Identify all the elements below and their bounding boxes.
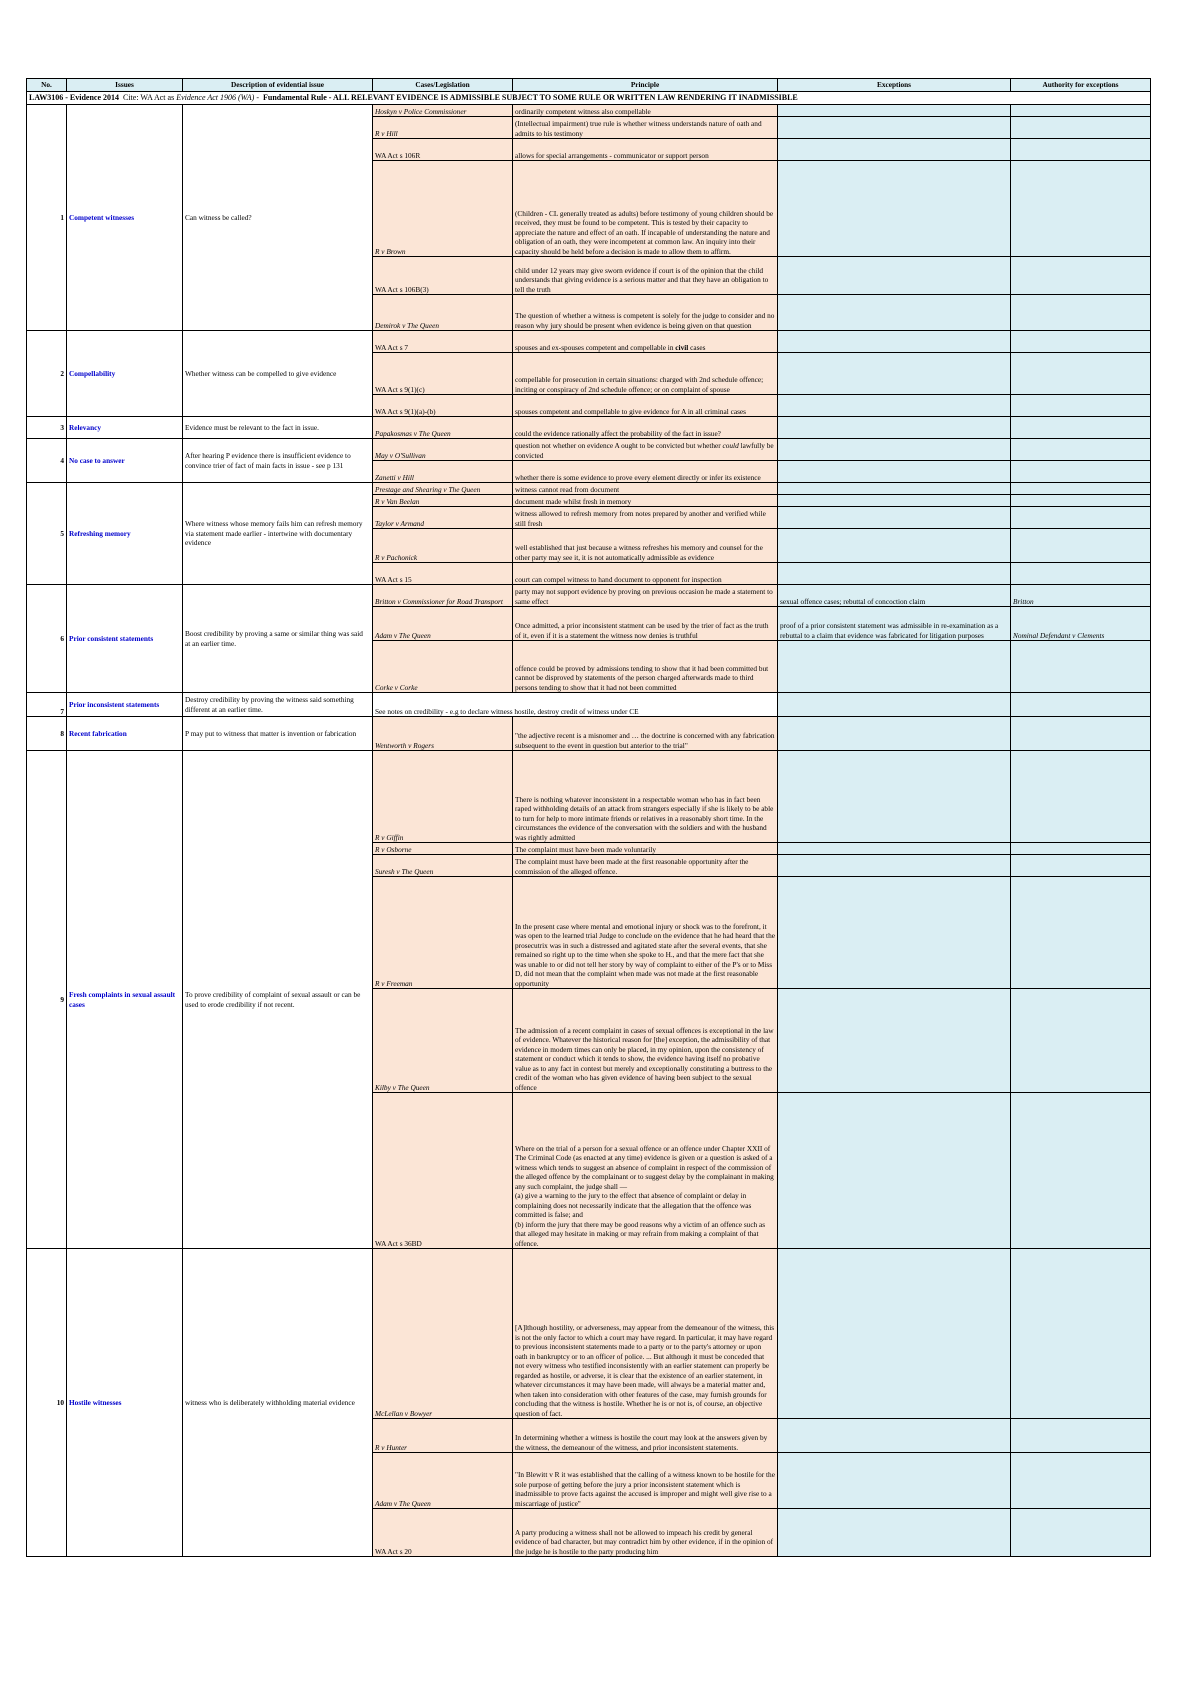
principle-cell: The complaint must have been made voluntarily	[513, 843, 778, 855]
principle-cell: In determining whether a witness is hostile the court may look at the answers given by the witness, the demeanour of the witness, and prior inconsistent statements.	[513, 1419, 778, 1453]
exception-cell	[778, 1509, 1011, 1557]
authority-cell	[1011, 1509, 1151, 1557]
table-row	[27, 105, 1151, 117]
case-cell: Wentworth v Rogers	[373, 717, 513, 751]
table-row	[27, 483, 1151, 495]
case-cell: Corke v Corke	[373, 641, 513, 693]
issue-description: Boost credibility by proving a same or similar thing was said at an earlier time.	[183, 585, 373, 693]
principle-cell: "In Blewitt v R it was established that the calling of a witness known to be hostile for the sole purpose of getting before the jury a prior inconsistent statement which is inadmissible to prove facts against the accused is improper and might well give rise to a miscarriage of justice"	[513, 1453, 778, 1509]
exception-cell: sexual offence cases; rebuttal of concoction claim	[778, 585, 1011, 607]
issue-number: 9	[27, 751, 67, 1249]
authority-cell	[1011, 353, 1151, 395]
issue-description: Destroy credibility by proving the witness said something different at an earlier time.	[183, 693, 373, 717]
issue-name: Fresh complaints in sexual assault cases	[67, 751, 183, 1249]
authority-cell	[1011, 161, 1151, 257]
exception-cell	[778, 1249, 1011, 1419]
exception-cell	[778, 1453, 1011, 1509]
table-row	[27, 1249, 1151, 1419]
principle-cell: Once admitted, a prior inconsistent statment can be used by the trier of fact as the truth of it, even if it is a statement the witness now denies is truthful	[513, 607, 778, 641]
table-row	[27, 585, 1151, 607]
exception-cell	[778, 855, 1011, 877]
exception-cell	[778, 717, 1011, 751]
issue-number: 2	[27, 331, 67, 417]
case-cell: Demirok v The Queen	[373, 295, 513, 331]
title-cell	[27, 92, 1151, 105]
case-cell: WA Act s 9(1)(a)-(b)	[373, 395, 513, 417]
cite-prefix: Cite: WA Act as	[123, 92, 177, 102]
issue-name: Prior consistent statements	[67, 585, 183, 693]
issue-description: Evidence must be relevant to the fact in issue.	[183, 417, 373, 439]
course-title: LAW3106 - Evidence 2014	[29, 92, 119, 102]
authority-cell	[1011, 1249, 1151, 1419]
exception-cell	[778, 439, 1011, 461]
exception-cell	[778, 483, 1011, 495]
principle-cell: witness allowed to refresh memory from notes prepared by another and verified while still fresh	[513, 507, 778, 529]
case-cell: May v O'Sullivan	[373, 439, 513, 461]
principle-cell: compellable for prosecution in certain situations: charged with 2nd schedule offence; inciting or conspiracy of 2nd schedule offence; or on complaint of spouse	[513, 353, 778, 395]
header-issues: Issues	[67, 79, 183, 92]
case-cell: WA Act s 20	[373, 1509, 513, 1557]
authority-cell	[1011, 483, 1151, 495]
principle-cell: ordinarily competent witness also compellable	[513, 105, 778, 117]
issue-description: P may put to witness that matter is invention or fabrication	[183, 717, 373, 751]
authority-cell: Britton	[1011, 585, 1151, 607]
issue-number: 1	[27, 105, 67, 331]
issue-number: 4	[27, 439, 67, 483]
exception-cell: proof of a prior consistent statement was admissible in re-examination as a rebuttal to a claim that evidence was fabricated for litigation purposes	[778, 607, 1011, 641]
evidence-table	[26, 78, 1151, 1557]
case-cell: R v Pachonick	[373, 529, 513, 563]
authority-cell	[1011, 1453, 1151, 1509]
principle-cell: Where on the trial of a person for a sexual offence or an offence under Chapter XXII of The Criminal Code (as enacted at any time) evidence is given or a question is asked of a witness which tends to suggest an absence of complaint in respect of the commission of the alleged offence by the complainant or to suggest delay by the complainant in making any such complaint, the judge shall — (a) give a warning to the jury to the effect that absence of complaint or delay in complaining does not necessarily indicate that the allegation that the offence was committed is false; and (b) inform the jury that there may be good reasons why a victim of an offence such as that alleged may hesitate in making or may refrain from making a complaint of that offence.	[513, 1093, 778, 1249]
principle-cell: [A]lthough hostility, or adverseness, may appear from the demeanour of the witness, this is not the only factor to which a court may have regard. In particular, it may have regard to previous inconsistent statements made to a party or to the party's attorney or upon oath in bankruptcy or to an officer of police. ... But although it must be conceded that not every witness who testified inconsistently with an earlier statement can properly be regarded as hostile, or adverse, it is clear that the existence of an earlier statement, in whatever circumstances it may have been made, will always be a material matter and, when taken into consideration with other features of the case, may furnish grounds for concluding that the witness is hostile. Whether he is or not is, of course, an objective question of fact.	[513, 1249, 778, 1419]
principle-cell: offence could be proved by admissions tending to show that it had been committed but cannot be disproved by statements of the person charged afterwards made to third persons tending to show that it had not been committed	[513, 641, 778, 693]
authority-cell	[1011, 641, 1151, 693]
case-cell: WA Act s 15	[373, 563, 513, 585]
authority-cell	[1011, 855, 1151, 877]
issue-name: No case to answer	[67, 439, 183, 483]
principle-cell: question not whether on evidence A ought to be convicted but whether could lawfully be convicted	[513, 439, 778, 461]
authority-cell	[1011, 751, 1151, 843]
case-cell: Adam v The Queen	[373, 1453, 513, 1509]
issue-number: 7	[27, 693, 67, 717]
issue-number: 8	[27, 717, 67, 751]
authority-cell: Nominal Defendant v Clements	[1011, 607, 1151, 641]
issue-description: After hearing P evidence there is insufficient evidence to convince trier of fact of main facts in issue - see p 131	[183, 439, 373, 483]
authority-cell	[1011, 117, 1151, 139]
issue-name: Refreshing memory	[67, 483, 183, 585]
table-body	[27, 92, 1151, 1557]
case-cell: R v Osborne	[373, 843, 513, 855]
issue-note: See notes on credibility - e.g to declare witness hostile, destroy credit of witness under CE	[373, 693, 778, 717]
exception-cell	[778, 563, 1011, 585]
exception-cell	[778, 641, 1011, 693]
table-row	[27, 331, 1151, 353]
authority-cell	[1011, 563, 1151, 585]
header-row	[27, 79, 1151, 92]
exception-cell	[778, 117, 1011, 139]
principle-cell: (Children - CL generally treated as adults) before testimony of young children should be received, they must be found to be competent. This is tested by their capacity to appreciate the nature and effect of an oath. If incapable of understanding the nature and obligation of an oath, they were incompetent at common law. An inquiry into their capacity should be held before a decision is made to allow them to affirm.	[513, 161, 778, 257]
issue-number: 5	[27, 483, 67, 585]
case-cell: WA Act s 7	[373, 331, 513, 353]
header-exceptions: Exceptions	[778, 79, 1011, 92]
authority-cell	[1011, 139, 1151, 161]
table-row	[27, 439, 1151, 461]
table-row	[27, 751, 1151, 843]
exception-cell	[778, 395, 1011, 417]
exception-cell	[778, 693, 1011, 717]
principle-cell: spouses competent and compellable to give evidence for A in all criminal cases	[513, 395, 778, 417]
principle-cell: whether there is some evidence to prove every element directly or infer its existence	[513, 461, 778, 483]
principle-cell: spouses and ex-spouses competent and compellable in civil cases	[513, 331, 778, 353]
title-row	[27, 92, 1151, 105]
issue-description: Can witness be called?	[183, 105, 373, 331]
issue-description: Where witness whose memory fails him can refresh memory via statement made earlier - intertwine with documentary evidence	[183, 483, 373, 585]
case-cell: Kilby v The Queen	[373, 989, 513, 1093]
authority-cell	[1011, 877, 1151, 989]
principle-cell: court can compel witness to hand document to opponent for inspection	[513, 563, 778, 585]
authority-cell	[1011, 495, 1151, 507]
authority-cell	[1011, 1093, 1151, 1249]
authority-cell	[1011, 693, 1151, 717]
issue-name: Compellability	[67, 331, 183, 417]
case-cell: Suresh v The Queen	[373, 855, 513, 877]
act-name: Evidence Act 1906 (WA)	[176, 92, 255, 102]
case-cell: R v Freeman	[373, 877, 513, 989]
principle-cell: well established that just because a witness refreshes his memory and counsel for the other party may see it, it is not automatically admissible as evidence	[513, 529, 778, 563]
case-cell: Hoskyn v Police Commissioner	[373, 105, 513, 117]
exception-cell	[778, 1093, 1011, 1249]
authority-cell	[1011, 507, 1151, 529]
authority-cell	[1011, 843, 1151, 855]
case-cell: McLellan v Bowyer	[373, 1249, 513, 1419]
issue-name: Hostile witnesses	[67, 1249, 183, 1557]
authority-cell	[1011, 417, 1151, 439]
case-cell: Taylor v Armand	[373, 507, 513, 529]
case-cell: R v Giffin	[373, 751, 513, 843]
header-authority: Authority for exceptions	[1011, 79, 1151, 92]
header-cases: Cases/Legislation	[373, 79, 513, 92]
exception-cell	[778, 257, 1011, 295]
exception-cell	[778, 461, 1011, 483]
case-cell: R v Van Beelan	[373, 495, 513, 507]
authority-cell	[1011, 295, 1151, 331]
issue-description: To prove credibility of complaint of sexual assault or can be used to erode credibility if not recent.	[183, 751, 373, 1249]
case-cell: R v Brown	[373, 161, 513, 257]
case-cell: R v Hunter	[373, 1419, 513, 1453]
exception-cell	[778, 417, 1011, 439]
principle-cell: In the present case where mental and emotional injury or shock was to the forefront, it was open to the learned trial Judge to conclude on the evidence that he had heard that the prosecutrix was in such a distressed and agitated state after the several events, that she remained so right up to the time when she spoke to H., and that the mere fact that she was unable to or did not tell her story by way of complaint to either of the P's or to Miss D, did not mean that the complaint when made was not made at the first reasonable opportunity	[513, 877, 778, 989]
header-no: No.	[27, 79, 67, 92]
principle-cell: allows for special arrangements - communicator or support person	[513, 139, 778, 161]
exception-cell	[778, 843, 1011, 855]
header-principle: Principle	[513, 79, 778, 92]
exception-cell	[778, 331, 1011, 353]
issue-description: witness who is deliberately withholding material evidence	[183, 1249, 373, 1557]
exception-cell	[778, 161, 1011, 257]
issue-number: 6	[27, 585, 67, 693]
principle-cell: document made whilst fresh in memory	[513, 495, 778, 507]
exception-cell	[778, 507, 1011, 529]
exception-cell	[778, 295, 1011, 331]
exception-cell	[778, 1419, 1011, 1453]
authority-cell	[1011, 461, 1151, 483]
authority-cell	[1011, 257, 1151, 295]
issue-number: 10	[27, 1249, 67, 1557]
authority-cell	[1011, 395, 1151, 417]
authority-cell	[1011, 717, 1151, 751]
table-row	[27, 717, 1151, 751]
exception-cell	[778, 353, 1011, 395]
exception-cell	[778, 529, 1011, 563]
fundamental-rule: Fundamental Rule - ALL RELEVANT EVIDENCE IS ADMISSIBLE SUBJECT TO SOME RULE OR WRITTEN LAW RENDERING IT INADMISSIBLE	[263, 92, 798, 102]
principle-cell: The complaint must have been made at the first reasonable opportunity after the commission of the alleged offence.	[513, 855, 778, 877]
case-cell: WA Act s 106B(3)	[373, 257, 513, 295]
principle-cell: witness cannot read from document	[513, 483, 778, 495]
principle-cell: The question of whether a witness is competent is solely for the judge to consider and no reason why jury should be present when evidence is being given on that question	[513, 295, 778, 331]
header-description: Description of evidential issue	[183, 79, 373, 92]
case-cell: Britton v Commissioner for Road Transport	[373, 585, 513, 607]
authority-cell	[1011, 529, 1151, 563]
issue-number: 3	[27, 417, 67, 439]
exception-cell	[778, 989, 1011, 1093]
principle-cell: child under 12 years may give sworn evidence if court is of the opinion that the child understands that giving evidence is a serious matter and that they have an obligation to tell the truth	[513, 257, 778, 295]
case-cell: WA Act s 36BD	[373, 1093, 513, 1249]
issue-description: Whether witness can be compelled to give evidence	[183, 331, 373, 417]
case-cell: Prestage and Shearing v The Queen	[373, 483, 513, 495]
principle-cell: The admission of a recent complaint in cases of sexual offences is exceptional in the law of evidence. Whatever the historical reason for [the] exception, the admissibility of that evidence in modern times can only be placed, in my opinion, upon the consistency of statement or conduct which it tends to show, the evidence having itself no probative value as to any fact in contest but merely and exceptionally constituting a buttress to the credit of the woman who has given evidence of having been subject to the sexual offence	[513, 989, 778, 1093]
authority-cell	[1011, 105, 1151, 117]
case-cell: WA Act s 106R	[373, 139, 513, 161]
exception-cell	[778, 495, 1011, 507]
issue-name: Relevancy	[67, 417, 183, 439]
exception-cell	[778, 877, 1011, 989]
principle-cell: could the evidence rationally affect the probability of the fact in issue?	[513, 417, 778, 439]
case-cell: Zanetti v Hill	[373, 461, 513, 483]
authority-cell	[1011, 989, 1151, 1093]
case-cell: R v Hill	[373, 117, 513, 139]
issue-name: Competent witnesses	[67, 105, 183, 331]
principle-cell: There is nothing whatever inconsistent in a respectable woman who has in fact been raped withholding details of an attack from strangers especially if she is likely to be able to turn for help to more intimate friends or relatives in a reasonably short time. In the circumstances the evidence of the conversation with the soldiers and with the husband was rightly admitted	[513, 751, 778, 843]
table-row	[27, 417, 1151, 439]
principle-cell: A party producing a witness shall not be allowed to impeach his credit by general evidence of bad character, but may contradict him by other evidence, if in the opinion of the judge he is hostile to the party producing him	[513, 1509, 778, 1557]
case-cell: Adam v The Queen	[373, 607, 513, 641]
table-row	[27, 693, 1151, 717]
issue-name: Recent fabrication	[67, 717, 183, 751]
exception-cell	[778, 751, 1011, 843]
authority-cell	[1011, 1419, 1151, 1453]
authority-cell	[1011, 331, 1151, 353]
issue-name: Prior inconsistent statements	[67, 693, 183, 717]
principle-cell: (Intellectual impairment) true rule is whether witness understands nature of oath and admits to his testimony	[513, 117, 778, 139]
principle-cell: "the adjective recent is a misnomer and … the doctrine is concerned with any fabrication subsequent to the event in question but anterior to the trial"	[513, 717, 778, 751]
case-cell: Papakosmas v The Queen	[373, 417, 513, 439]
exception-cell	[778, 105, 1011, 117]
exception-cell	[778, 139, 1011, 161]
case-cell: WA Act s 9(1)(c)	[373, 353, 513, 395]
authority-cell	[1011, 439, 1151, 461]
principle-cell: party may not support evidence by proving on previous occasion he made a statement to same effect	[513, 585, 778, 607]
cite-suffix: -	[254, 92, 260, 102]
